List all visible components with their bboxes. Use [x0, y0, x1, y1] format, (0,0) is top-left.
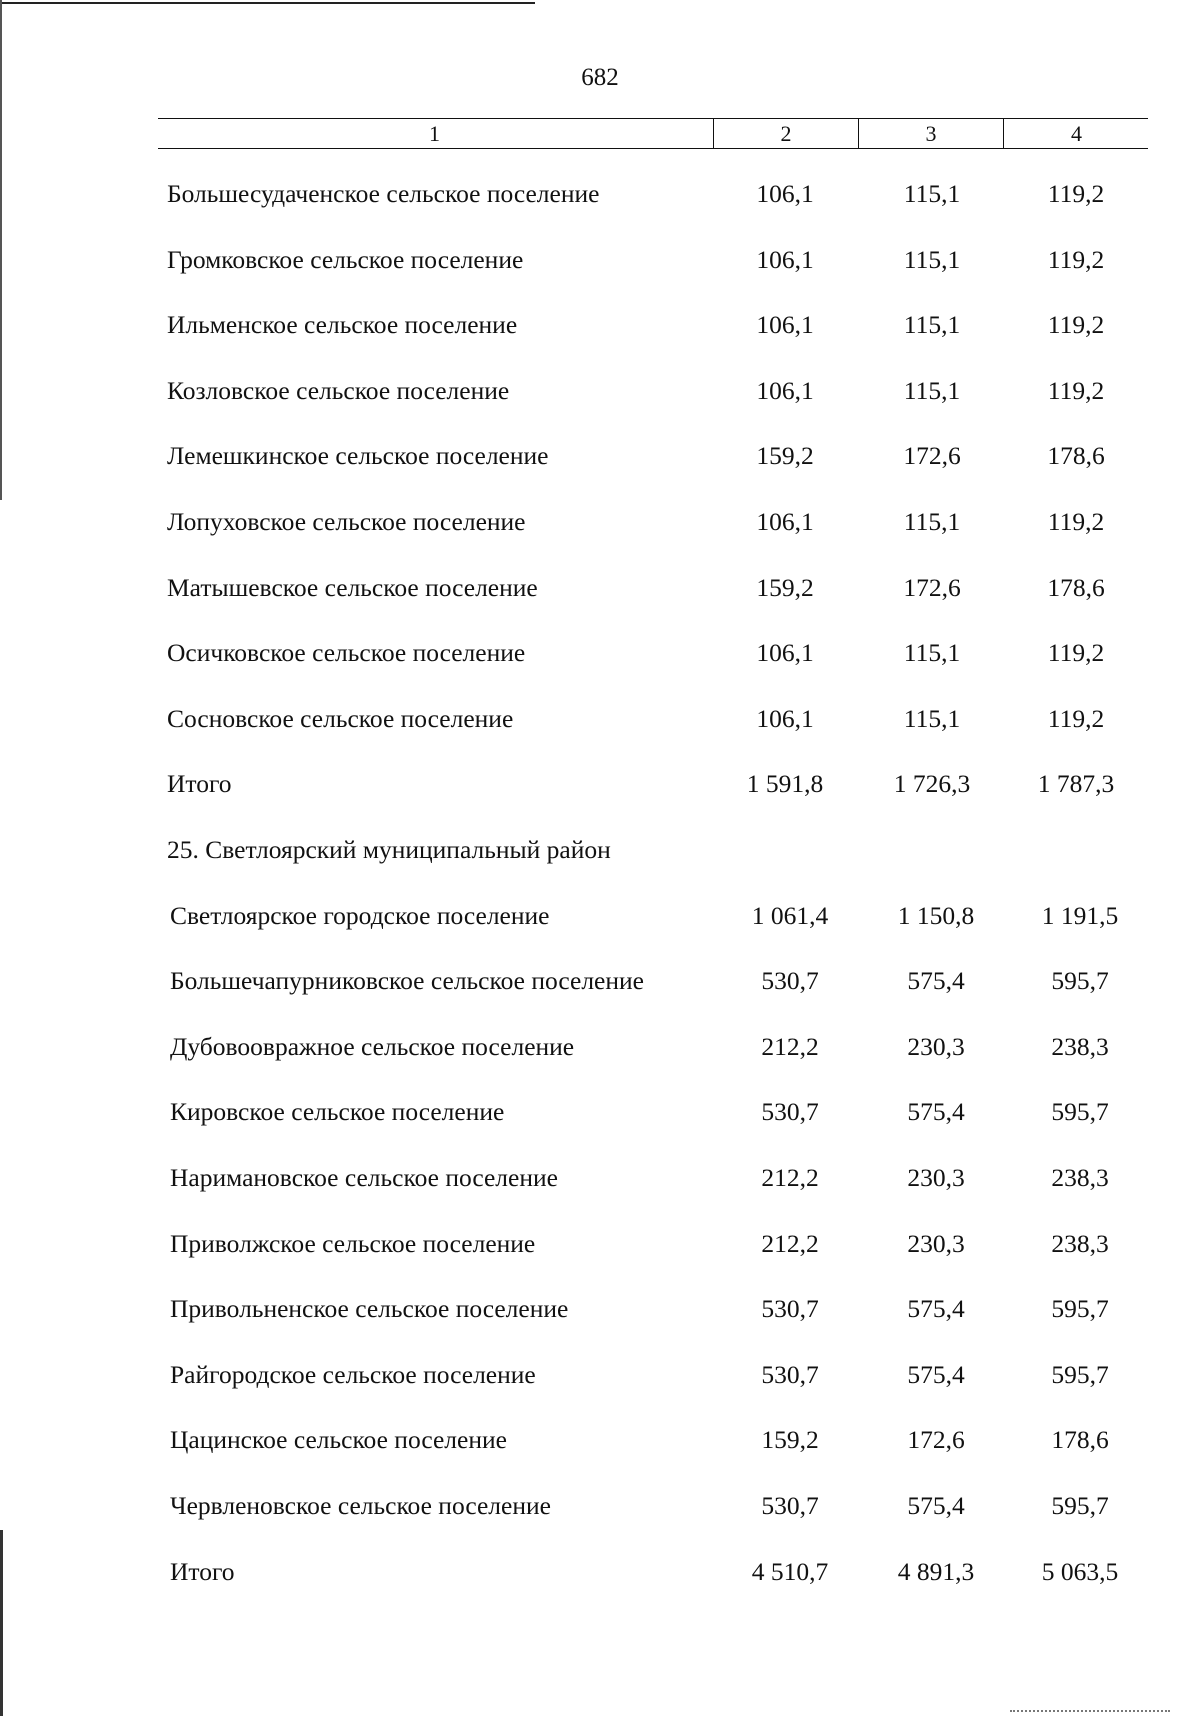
table-row [0, 305, 1200, 345]
row-value-col-3: 172,6 [903, 572, 961, 602]
row-value-col-3: 172,6 [903, 441, 961, 471]
row-value-col-2: 159,2 [761, 1425, 819, 1455]
row-label: Громковское сельское поселение [167, 244, 524, 274]
row-label: Итого [170, 1556, 235, 1586]
table-row [0, 1158, 1200, 1198]
row-value-col-2: 159,2 [756, 572, 814, 602]
row-value-col-4: 1 787,3 [1037, 769, 1115, 799]
table-row [0, 1289, 1200, 1329]
row-value-col-2: 106,1 [756, 179, 814, 208]
column-header-2: 2 [713, 119, 858, 148]
row-value-col-4: 119,2 [1047, 507, 1105, 536]
row-value-col-3: 172,6 [907, 1425, 965, 1455]
row-value-col-4: 595,7 [1051, 966, 1109, 996]
row-label: Сосновское сельское поселение [167, 703, 514, 733]
page-number: 682 [581, 64, 619, 91]
row-value-col-3: 115,1 [903, 179, 961, 208]
row-value-col-3: 575,4 [907, 1097, 965, 1127]
row-label: Лопуховское сельское поселение [167, 507, 526, 536]
column-header-1: 1 [429, 121, 440, 146]
row-value-col-3: 1 150,8 [897, 900, 975, 930]
row-label: Кировское сельское поселение [170, 1097, 505, 1127]
row-value-col-4: 238,3 [1051, 1031, 1109, 1061]
row-value-col-3: 575,4 [907, 966, 965, 996]
row-value-col-2: 106,1 [756, 507, 814, 536]
row-value-col-3: 115,1 [903, 638, 961, 668]
row-value-col-4: 238,3 [1051, 1228, 1109, 1258]
table-row [0, 1420, 1200, 1460]
row-label: Райгородское сельское поселение [170, 1359, 536, 1389]
table-row [0, 1355, 1200, 1395]
row-value-col-4: 119,2 [1047, 703, 1105, 733]
row-value-col-3: 575,4 [907, 1294, 965, 1324]
table-row [0, 896, 1200, 936]
table-row [0, 502, 1200, 542]
column-header-3: 3 [858, 119, 1003, 148]
row-value-col-4: 595,7 [1051, 1491, 1109, 1520]
row-label: Дубовоовражное сельское поселение [170, 1031, 575, 1061]
row-value-col-3: 115,1 [903, 703, 961, 733]
row-label: Лемешкинское сельское поселение [167, 441, 549, 471]
row-label: Цацинское сельское поселение [170, 1425, 507, 1455]
row-value-col-2: 212,2 [761, 1163, 819, 1192]
row-value-col-4: 178,6 [1051, 1425, 1109, 1455]
row-value-col-4: 119,2 [1047, 179, 1105, 208]
row-value-col-2: 159,2 [756, 441, 814, 471]
row-label: Осичковское сельское поселение [167, 638, 526, 668]
table-row [0, 240, 1200, 280]
row-value-col-4: 119,2 [1047, 375, 1105, 405]
row-value-col-3: 1 726,3 [893, 769, 971, 799]
row-value-col-4: 119,2 [1047, 638, 1105, 668]
row-label: Ильменское сельское поселение [167, 310, 518, 340]
row-value-col-3: 115,1 [903, 507, 961, 536]
row-value-col-3: 230,3 [907, 1163, 965, 1192]
table-row [0, 764, 1200, 804]
row-label: Большечапурниковское сельское поселение [170, 966, 644, 996]
row-value-col-3: 230,3 [907, 1228, 965, 1258]
table-row [0, 371, 1200, 411]
table-row [0, 1486, 1200, 1526]
row-value-col-2: 530,7 [761, 1294, 819, 1324]
row-value-col-4: 595,7 [1051, 1359, 1109, 1389]
table-row [0, 1224, 1200, 1264]
row-label: Светлоярское городское поселение [170, 900, 550, 930]
row-value-col-2: 530,7 [761, 1359, 819, 1389]
table-row [0, 1552, 1200, 1592]
row-value-col-2: 106,1 [756, 703, 814, 733]
row-label: Червленовское сельское поселение [170, 1491, 551, 1520]
row-label: Наримановское сельское поселение [170, 1163, 558, 1192]
table-row [0, 568, 1200, 608]
row-value-col-4: 178,6 [1047, 572, 1105, 602]
table-row [0, 436, 1200, 476]
row-label: Привольненское сельское поселение [170, 1294, 569, 1324]
row-label: Козловское сельское поселение [167, 375, 510, 405]
table-row [0, 699, 1200, 739]
row-value-col-4: 178,6 [1047, 441, 1105, 471]
table-row [0, 830, 1200, 870]
table-row [0, 1027, 1200, 1067]
table-row [0, 961, 1200, 1001]
row-value-col-4: 119,2 [1047, 310, 1105, 340]
table-row [0, 174, 1200, 214]
row-value-col-4: 238,3 [1051, 1163, 1109, 1192]
row-value-col-3: 575,4 [907, 1491, 965, 1520]
row-value-col-3: 115,1 [903, 375, 961, 405]
row-label: Приволжское сельское поселение [170, 1228, 536, 1258]
row-label: Большесудаченское сельское поселение [167, 179, 600, 208]
table-row [0, 1092, 1200, 1132]
row-label: Итого [167, 769, 232, 799]
row-value-col-3: 4 891,3 [897, 1556, 975, 1586]
row-value-col-2: 530,7 [761, 1491, 819, 1520]
row-value-col-3: 230,3 [907, 1031, 965, 1061]
row-label: 25. Светлоярский муниципальный район [167, 835, 611, 864]
row-value-col-2: 4 510,7 [751, 1556, 829, 1586]
row-value-col-3: 575,4 [907, 1359, 965, 1389]
row-value-col-4: 595,7 [1051, 1294, 1109, 1324]
column-header-4: 4 [1003, 119, 1149, 148]
row-value-col-2: 106,1 [756, 638, 814, 668]
row-label: Матышевское сельское поселение [167, 572, 538, 602]
row-value-col-4: 119,2 [1047, 244, 1105, 274]
row-value-col-2: 106,1 [756, 310, 814, 340]
table-row [0, 633, 1200, 673]
row-value-col-2: 530,7 [761, 1097, 819, 1127]
row-value-col-4: 1 191,5 [1041, 900, 1119, 930]
row-value-col-3: 115,1 [903, 310, 961, 340]
row-value-col-4: 595,7 [1051, 1097, 1109, 1127]
row-value-col-2: 106,1 [756, 244, 814, 274]
row-value-col-2: 1 591,8 [746, 769, 824, 799]
row-value-col-2: 1 061,4 [751, 900, 829, 930]
row-value-col-2: 212,2 [761, 1031, 819, 1061]
row-value-col-2: 106,1 [756, 375, 814, 405]
row-value-col-2: 212,2 [761, 1228, 819, 1258]
row-value-col-3: 115,1 [903, 244, 961, 274]
row-value-col-2: 530,7 [761, 966, 819, 996]
row-value-col-4: 5 063,5 [1041, 1556, 1119, 1586]
